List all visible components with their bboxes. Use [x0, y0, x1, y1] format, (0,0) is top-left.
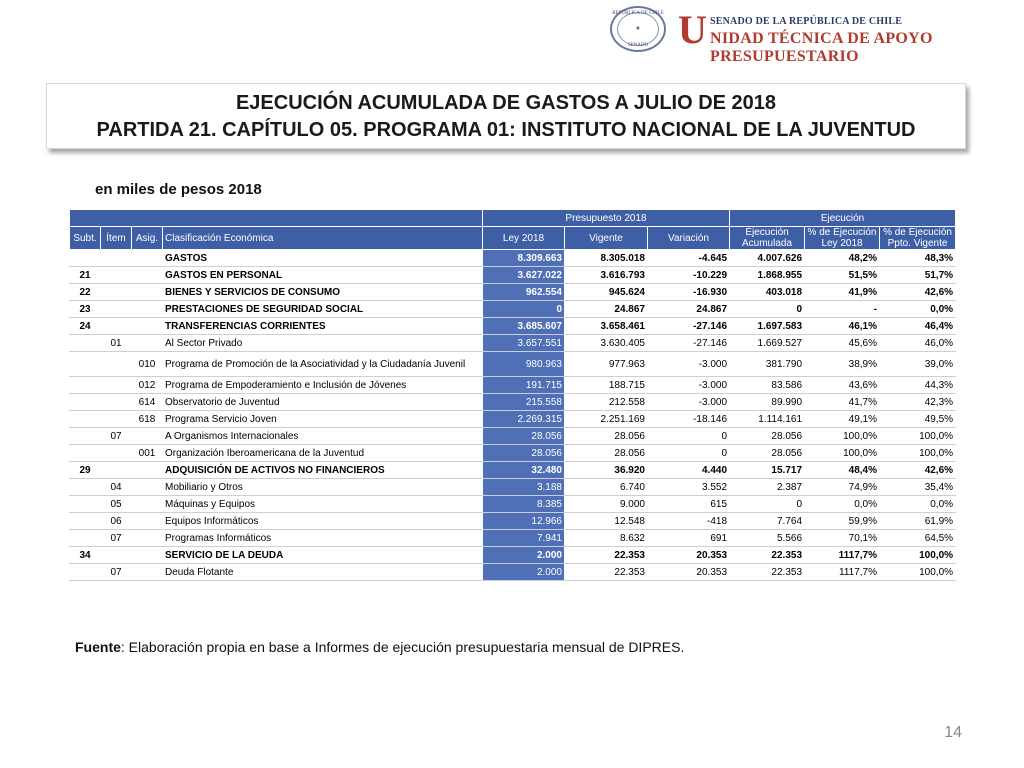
cell-name: Programa de Empoderamiento e Inclusión de Jóvenes — [163, 377, 483, 394]
cell-asig — [132, 335, 163, 352]
cell-ley: 7.941 — [483, 530, 565, 547]
cell-variacion: 20.353 — [648, 564, 730, 581]
cell-variacion: 0 — [648, 428, 730, 445]
cell-variacion: -18.146 — [648, 411, 730, 428]
cell-vigente: 36.920 — [565, 462, 648, 479]
cell-variacion: -27.146 — [648, 335, 730, 352]
cell-ejec: 28.056 — [730, 428, 805, 445]
table-row — [70, 479, 956, 496]
cell-pley: 51,5% — [805, 267, 880, 284]
header-logo — [606, 4, 1006, 65]
cell-item — [101, 462, 132, 479]
cell-pvig: 0,0% — [880, 301, 956, 318]
units-subtitle: en miles de pesos 2018 — [95, 181, 262, 198]
cell-name: PRESTACIONES DE SEGURIDAD SOCIAL — [163, 301, 483, 318]
cell-variacion: 4.440 — [648, 462, 730, 479]
cell-ejec: 5.566 — [730, 530, 805, 547]
page-title-line2: PARTIDA 21. CAPÍTULO 05. PROGRAMA 01: INSTITUTO NACIONAL DE LA JUVENTUD — [96, 119, 916, 141]
cell-ejec: 22.353 — [730, 564, 805, 581]
header-ejecucion: Ejecución — [730, 210, 956, 227]
cell-ejec: 83.586 — [730, 377, 805, 394]
cell-ejec: 403.018 — [730, 284, 805, 301]
cell-vigente: 24.867 — [565, 301, 648, 318]
cell-vigente: 977.963 — [565, 352, 648, 377]
cell-item — [101, 445, 132, 462]
header-ejecucion-acumulada: Ejecución Acumulada — [730, 227, 805, 250]
seal-top-text: REPÚBLICA DE CHILE — [612, 11, 664, 16]
source-text: : Elaboración propia en base a Informes de ejecución presupuestaria mensual de DIPRES. — [120, 639, 685, 655]
seal-bottom-text: SENADO — [627, 43, 649, 48]
cell-vigente: 945.624 — [565, 284, 648, 301]
cell-vigente: 2.251.169 — [565, 411, 648, 428]
cell-subt — [70, 394, 101, 411]
cell-name: Programas Informáticos — [163, 530, 483, 547]
table-row — [70, 462, 956, 479]
cell-ejec: 2.387 — [730, 479, 805, 496]
cell-vigente: 12.548 — [565, 513, 648, 530]
cell-ley: 980.963 — [483, 352, 565, 377]
cell-subt: 24 — [70, 318, 101, 335]
table-row — [70, 496, 956, 513]
table-row — [70, 394, 956, 411]
cell-subt — [70, 377, 101, 394]
cell-item — [101, 250, 132, 267]
table-row — [70, 411, 956, 428]
cell-asig — [132, 318, 163, 335]
source-label: Fuente — [75, 639, 121, 655]
cell-asig: 001 — [132, 445, 163, 462]
cell-variacion: -4.645 — [648, 250, 730, 267]
table-row — [70, 428, 956, 445]
table-header-row — [70, 227, 956, 250]
table-row — [70, 377, 956, 394]
cell-ejec: 22.353 — [730, 547, 805, 564]
cell-vigente: 22.353 — [565, 547, 648, 564]
table-row — [70, 318, 956, 335]
cell-subt — [70, 530, 101, 547]
senado-seal-icon: REPÚBLICA DE CHILE ★ SENADO — [610, 6, 666, 52]
cell-ejec: 1.697.583 — [730, 318, 805, 335]
table-header-group-row — [70, 210, 956, 227]
cell-asig — [132, 428, 163, 445]
cell-pvig: 42,6% — [880, 284, 956, 301]
cell-asig — [132, 267, 163, 284]
cell-item — [101, 352, 132, 377]
cell-subt: 29 — [70, 462, 101, 479]
table-row — [70, 250, 956, 267]
cell-variacion: -418 — [648, 513, 730, 530]
cell-ejec: 0 — [730, 301, 805, 318]
cell-pvig: 51,7% — [880, 267, 956, 284]
header-variacion: Variación — [648, 227, 730, 250]
cell-subt: 34 — [70, 547, 101, 564]
cell-variacion: 24.867 — [648, 301, 730, 318]
cell-item — [101, 301, 132, 318]
cell-asig — [132, 250, 163, 267]
cell-name: Organización Iberoamericana de la Juventud — [163, 445, 483, 462]
cell-ley: 3.627.022 — [483, 267, 565, 284]
cell-name: Deuda Flotante — [163, 564, 483, 581]
cell-variacion: -10.229 — [648, 267, 730, 284]
header-asig: Asig. — [132, 227, 163, 250]
cell-ley: 12.966 — [483, 513, 565, 530]
table-row — [70, 335, 956, 352]
cell-ejec: 28.056 — [730, 445, 805, 462]
table-row — [70, 530, 956, 547]
cell-pley: 100,0% — [805, 445, 880, 462]
cell-vigente: 212.558 — [565, 394, 648, 411]
header-item: Ítem — [101, 227, 132, 250]
cell-ejec: 1.669.527 — [730, 335, 805, 352]
logo-initial: U — [678, 7, 707, 52]
cell-asig — [132, 564, 163, 581]
cell-vigente: 8.305.018 — [565, 250, 648, 267]
budget-table — [69, 209, 956, 581]
cell-asig — [132, 462, 163, 479]
cell-pvig: 35,4% — [880, 479, 956, 496]
cell-name: TRANSFERENCIAS CORRIENTES — [163, 318, 483, 335]
cell-pley: 48,4% — [805, 462, 880, 479]
cell-name: Máquinas y Equipos — [163, 496, 483, 513]
logo-unidad-text: NIDAD TÉCNICA DE APOYO PRESUPUESTARIO — [710, 30, 933, 65]
cell-vigente: 22.353 — [565, 564, 648, 581]
cell-asig — [132, 496, 163, 513]
cell-name: Observatorio de Juventud — [163, 394, 483, 411]
cell-ley: 3.657.551 — [483, 335, 565, 352]
cell-subt — [70, 513, 101, 530]
cell-ejec: 7.764 — [730, 513, 805, 530]
table-row — [70, 284, 956, 301]
table-body — [70, 250, 956, 581]
cell-pley: 1117,7% — [805, 547, 880, 564]
cell-variacion: 20.353 — [648, 547, 730, 564]
cell-item: 07 — [101, 428, 132, 445]
cell-asig — [132, 513, 163, 530]
cell-item: 07 — [101, 564, 132, 581]
cell-ley: 3.188 — [483, 479, 565, 496]
cell-name: GASTOS EN PERSONAL — [163, 267, 483, 284]
cell-item — [101, 547, 132, 564]
cell-pvig: 64,5% — [880, 530, 956, 547]
cell-ley: 8.309.663 — [483, 250, 565, 267]
table-row — [70, 301, 956, 318]
cell-pvig: 100,0% — [880, 564, 956, 581]
cell-pley: 41,7% — [805, 394, 880, 411]
cell-item — [101, 377, 132, 394]
cell-pley: 49,1% — [805, 411, 880, 428]
cell-variacion: -16.930 — [648, 284, 730, 301]
cell-pvig: 46,4% — [880, 318, 956, 335]
cell-ley: 2.269.315 — [483, 411, 565, 428]
cell-pvig: 44,3% — [880, 377, 956, 394]
cell-pley: 0,0% — [805, 496, 880, 513]
cell-vigente: 188.715 — [565, 377, 648, 394]
cell-ejec: 381.790 — [730, 352, 805, 377]
cell-ley: 3.685.607 — [483, 318, 565, 335]
logo-senado-text: SENADO DE LA REPÚBLICA DE CHILE — [710, 16, 903, 27]
table-row — [70, 513, 956, 530]
cell-asig: 618 — [132, 411, 163, 428]
cell-ley: 2.000 — [483, 564, 565, 581]
cell-pvig: 100,0% — [880, 547, 956, 564]
cell-ley: 962.554 — [483, 284, 565, 301]
header-pct-ley: % de Ejecución Ley 2018 — [805, 227, 880, 250]
cell-asig — [132, 479, 163, 496]
cell-vigente: 6.740 — [565, 479, 648, 496]
cell-asig — [132, 284, 163, 301]
source-note — [75, 639, 684, 655]
cell-pley: 45,6% — [805, 335, 880, 352]
title-box — [46, 83, 966, 149]
cell-pvig: 46,0% — [880, 335, 956, 352]
cell-pley: 38,9% — [805, 352, 880, 377]
cell-variacion: 691 — [648, 530, 730, 547]
cell-variacion: -3.000 — [648, 352, 730, 377]
cell-subt — [70, 335, 101, 352]
cell-subt: 21 — [70, 267, 101, 284]
cell-name: GASTOS — [163, 250, 483, 267]
cell-asig — [132, 301, 163, 318]
cell-item — [101, 411, 132, 428]
cell-pley: 74,9% — [805, 479, 880, 496]
cell-variacion: 3.552 — [648, 479, 730, 496]
cell-subt — [70, 496, 101, 513]
cell-item — [101, 394, 132, 411]
cell-subt — [70, 445, 101, 462]
cell-variacion: 615 — [648, 496, 730, 513]
cell-subt — [70, 479, 101, 496]
cell-name: ADQUISICIÓN DE ACTIVOS NO FINANCIEROS — [163, 462, 483, 479]
header-subt: Subt. — [70, 227, 101, 250]
cell-asig: 012 — [132, 377, 163, 394]
cell-name: Programa de Promoción de la Asociatividad y la Ciudadanía Juvenil — [163, 352, 483, 377]
cell-ejec: 4.007.626 — [730, 250, 805, 267]
cell-item — [101, 318, 132, 335]
cell-pvig: 49,5% — [880, 411, 956, 428]
cell-item: 06 — [101, 513, 132, 530]
cell-asig — [132, 547, 163, 564]
cell-ley: 0 — [483, 301, 565, 318]
cell-asig — [132, 530, 163, 547]
cell-ejec: 0 — [730, 496, 805, 513]
cell-ejec: 1.868.955 — [730, 267, 805, 284]
cell-ley: 28.056 — [483, 445, 565, 462]
cell-pley: 43,6% — [805, 377, 880, 394]
cell-pvig: 42,3% — [880, 394, 956, 411]
cell-item — [101, 284, 132, 301]
cell-pley: 70,1% — [805, 530, 880, 547]
cell-pvig: 48,3% — [880, 250, 956, 267]
cell-name: A Organismos Internacionales — [163, 428, 483, 445]
cell-pvig: 0,0% — [880, 496, 956, 513]
cell-pley: 59,9% — [805, 513, 880, 530]
table-row — [70, 564, 956, 581]
cell-subt: 23 — [70, 301, 101, 318]
cell-ley: 215.558 — [483, 394, 565, 411]
cell-ley: 32.480 — [483, 462, 565, 479]
cell-ley: 8.385 — [483, 496, 565, 513]
header-pct-vigente: % de Ejecución Ppto. Vigente — [880, 227, 956, 250]
cell-vigente: 9.000 — [565, 496, 648, 513]
table-row — [70, 267, 956, 284]
header-ley: Ley 2018 — [483, 227, 565, 250]
table-row — [70, 547, 956, 564]
cell-pvig: 39,0% — [880, 352, 956, 377]
cell-ley: 191.715 — [483, 377, 565, 394]
cell-ejec: 89.990 — [730, 394, 805, 411]
cell-item: 05 — [101, 496, 132, 513]
cell-pvig: 100,0% — [880, 428, 956, 445]
page-title-line1: EJECUCIÓN ACUMULADA DE GASTOS A JULIO DE 2018 — [235, 92, 777, 114]
cell-pley: 46,1% — [805, 318, 880, 335]
cell-variacion: -27.146 — [648, 318, 730, 335]
cell-item: 07 — [101, 530, 132, 547]
header-clasificacion: Clasificación Económica — [163, 227, 483, 250]
cell-pley: 48,2% — [805, 250, 880, 267]
cell-asig: 010 — [132, 352, 163, 377]
cell-pvig: 61,9% — [880, 513, 956, 530]
cell-variacion: -3.000 — [648, 394, 730, 411]
page-number: 14 — [944, 724, 962, 741]
cell-pvig: 42,6% — [880, 462, 956, 479]
table-row — [70, 352, 956, 377]
cell-ley: 28.056 — [483, 428, 565, 445]
cell-asig: 614 — [132, 394, 163, 411]
cell-vigente: 3.630.405 — [565, 335, 648, 352]
cell-vigente: 8.632 — [565, 530, 648, 547]
cell-vigente: 28.056 — [565, 428, 648, 445]
cell-name: Equipos Informáticos — [163, 513, 483, 530]
cell-vigente: 3.658.461 — [565, 318, 648, 335]
cell-name: Al Sector Privado — [163, 335, 483, 352]
cell-name: Programa Servicio Joven — [163, 411, 483, 428]
cell-variacion: -3.000 — [648, 377, 730, 394]
header-presupuesto: Presupuesto 2018 — [483, 210, 730, 227]
cell-item — [101, 267, 132, 284]
cell-name: Mobiliario y Otros — [163, 479, 483, 496]
header-vigente: Vigente — [565, 227, 648, 250]
cell-ley: 2.000 — [483, 547, 565, 564]
cell-ejec: 1.114.161 — [730, 411, 805, 428]
cell-subt — [70, 564, 101, 581]
cell-name: SERVICIO DE LA DEUDA — [163, 547, 483, 564]
cell-subt: 22 — [70, 284, 101, 301]
cell-ejec: 15.717 — [730, 462, 805, 479]
cell-variacion: 0 — [648, 445, 730, 462]
cell-pley: 1117,7% — [805, 564, 880, 581]
cell-pley: 41,9% — [805, 284, 880, 301]
cell-subt — [70, 352, 101, 377]
cell-pvig: 100,0% — [880, 445, 956, 462]
cell-subt — [70, 411, 101, 428]
cell-pley: - — [805, 301, 880, 318]
cell-subt — [70, 428, 101, 445]
cell-item: 01 — [101, 335, 132, 352]
cell-vigente: 3.616.793 — [565, 267, 648, 284]
cell-subt — [70, 250, 101, 267]
cell-name: BIENES Y SERVICIOS DE CONSUMO — [163, 284, 483, 301]
cell-vigente: 28.056 — [565, 445, 648, 462]
cell-pley: 100,0% — [805, 428, 880, 445]
table-row — [70, 445, 956, 462]
cell-item: 04 — [101, 479, 132, 496]
